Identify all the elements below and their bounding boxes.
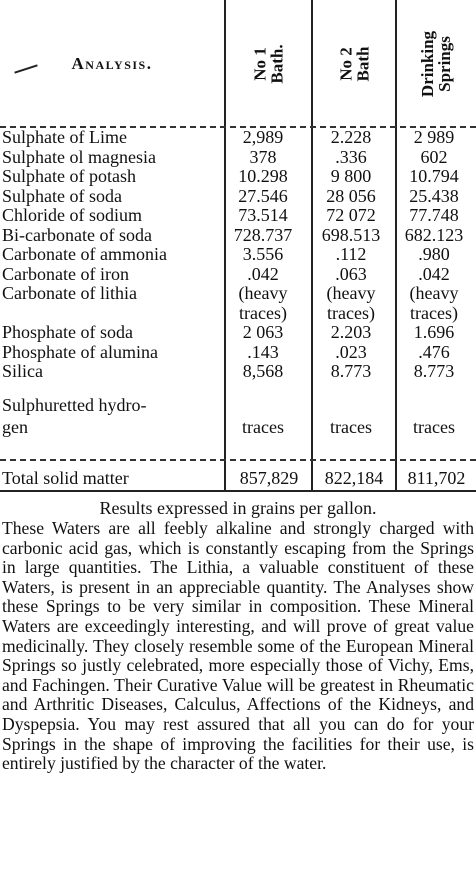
table-row bbox=[0, 206, 476, 226]
table-row bbox=[0, 396, 476, 416]
table-row bbox=[0, 167, 476, 187]
row-substance-name: Sulphate of soda bbox=[2, 186, 122, 206]
table-row bbox=[0, 362, 476, 382]
row-bath-2-value: 2.203 bbox=[330, 322, 372, 342]
row-substance-name: gen bbox=[2, 418, 28, 437]
col-header-drinking-springs bbox=[397, 0, 476, 128]
table-row bbox=[0, 265, 476, 285]
row-bath-1-value: 378 bbox=[249, 146, 277, 167]
row-bath-1-value: traces bbox=[242, 417, 284, 437]
row-substance-name: Sulphuretted hydro- bbox=[2, 396, 147, 415]
row-bath-2-value: .023 bbox=[335, 341, 367, 362]
row-bath-1-value: 8,568 bbox=[242, 361, 284, 381]
row-substance-name: Sulphate ol magnesia bbox=[2, 147, 156, 167]
row-substance-name: Phosphate of alumina bbox=[2, 342, 158, 362]
row-bath-1-value: (heavy bbox=[238, 283, 288, 303]
row-drinking-springs-value: traces bbox=[413, 417, 455, 437]
row-drinking-springs-value: 682.123 bbox=[404, 224, 464, 245]
row-drinking-springs-value: .476 bbox=[418, 341, 450, 362]
col-header-bath-2-line1: No 2 bbox=[336, 47, 355, 81]
row-bath-1-value: 3.556 bbox=[242, 244, 284, 264]
row-substance-name: Carbonate of ammonia bbox=[2, 245, 167, 264]
row-bath-1-value: 2,989 bbox=[242, 127, 284, 147]
table-row bbox=[0, 128, 476, 148]
row-drinking-springs-value: 77.748 bbox=[409, 205, 459, 225]
total-divider bbox=[0, 459, 476, 461]
row-bath-2-value: traces) bbox=[327, 302, 375, 323]
row-drinking-springs-value: 1.696 bbox=[413, 322, 455, 342]
analysis-header-label: Analysis. bbox=[71, 54, 153, 73]
row-drinking-springs-value: 8.773 bbox=[413, 361, 455, 381]
row-bath-1-value: 2 063 bbox=[242, 322, 284, 342]
row-bath-1-value: traces) bbox=[239, 302, 287, 323]
row-drinking-springs-value: 25.438 bbox=[409, 185, 459, 206]
total-bath-1: 857,829 bbox=[239, 468, 299, 488]
total-row bbox=[0, 465, 476, 491]
description-paragraph: These Waters are all feebly alkaline and strongly charged with carbonic acid gas, which is constantly escaping from the Springs in large quantities. The Lithia, a valuable constituent of these Waters, is present in an appreciable quantity. The Analyses show these Springs to be very similar in composition. These Mineral Waters are exceedingly interesting, and will prove of great value medicinally. They closely resemble some of the European Mineral Springs so justly celebrated, more especially those of Vichy, Ems, and Fachingen. Their Curative Value will be greatest in Rheumatic and Arthritic Diseases, Calculus, Affections of the Kidneys, and Dyspepsia. You may rest assured that all you can do for your Springs in the shape of improving the facilities for their use, is entirely justified by the character of the water. bbox=[2, 518, 474, 774]
row-substance-name: Carbonate of lithia bbox=[2, 284, 137, 303]
row-substance-name: Silica bbox=[2, 362, 43, 381]
row-substance-name: Sulphate of Lime bbox=[2, 128, 127, 147]
row-bath-2-value: .336 bbox=[335, 146, 367, 167]
row-drinking-springs-value: traces) bbox=[410, 302, 458, 323]
row-bath-2-value: 28 056 bbox=[326, 185, 376, 206]
row-drinking-springs-value: .042 bbox=[418, 263, 450, 284]
row-drinking-springs-value: (heavy bbox=[409, 283, 459, 303]
col-header-bath-1-line1: No 1 bbox=[250, 47, 270, 81]
table-row bbox=[0, 148, 476, 168]
row-bath-1-value: .042 bbox=[247, 263, 279, 284]
row-drinking-springs-value: .980 bbox=[418, 244, 450, 264]
table-row bbox=[0, 284, 476, 304]
row-bath-1-value: 728.737 bbox=[233, 224, 293, 245]
col-header-drinking-springs-line1: Drinking bbox=[418, 30, 438, 98]
row-bath-2-value: .112 bbox=[335, 244, 367, 264]
row-bath-2-value: traces bbox=[330, 417, 372, 437]
col-header-bath-1-line2: Bath. bbox=[267, 44, 287, 84]
table-row bbox=[0, 245, 476, 265]
row-bath-1-value: 10.298 bbox=[238, 166, 288, 186]
total-drinking-springs: 811,702 bbox=[407, 468, 466, 488]
row-bath-2-value: .063 bbox=[335, 263, 367, 284]
table-row bbox=[0, 343, 476, 363]
analysis-header bbox=[0, 0, 224, 128]
row-drinking-springs-value: 602 bbox=[420, 146, 448, 167]
row-bath-1-value: 27.546 bbox=[238, 185, 288, 206]
col-header-bath-1 bbox=[226, 0, 311, 128]
table-row bbox=[0, 323, 476, 343]
row-bath-2-value: (heavy bbox=[326, 283, 376, 303]
table-row bbox=[0, 304, 476, 324]
row-substance-name: Carbonate of iron bbox=[2, 264, 129, 284]
row-bath-2-value: 72 072 bbox=[326, 205, 376, 225]
row-substance-name: Phosphate of soda bbox=[2, 323, 133, 342]
total-bath-2: 822,184 bbox=[324, 468, 384, 488]
row-drinking-springs-value: 10.794 bbox=[409, 166, 459, 186]
row-bath-1-value: 73.514 bbox=[238, 205, 288, 225]
table-row bbox=[0, 187, 476, 207]
row-substance-name: Sulphate of potash bbox=[2, 167, 136, 186]
units-caption: Results expressed in grains per gallon. bbox=[99, 498, 377, 518]
table-bottom-rule bbox=[0, 490, 476, 492]
row-bath-2-value: 2.228 bbox=[330, 127, 372, 147]
table-row bbox=[0, 226, 476, 246]
col-header-bath-2 bbox=[313, 0, 395, 128]
total-label: Total solid matter bbox=[2, 468, 129, 488]
row-bath-2-value: 9 800 bbox=[330, 166, 372, 186]
row-bath-2-value: 8.773 bbox=[330, 361, 372, 381]
table-row bbox=[0, 418, 476, 438]
row-drinking-springs-value: 2 989 bbox=[413, 127, 455, 147]
row-substance-name: Bi-carbonate of soda bbox=[2, 225, 152, 245]
col-header-drinking-springs-line2: Springs bbox=[435, 36, 455, 92]
col-header-bath-2-line2: Bath bbox=[353, 46, 372, 82]
row-bath-1-value: .143 bbox=[247, 341, 279, 362]
row-bath-2-value: 698.513 bbox=[321, 224, 381, 245]
row-substance-name: Chloride of sodium bbox=[2, 206, 142, 225]
